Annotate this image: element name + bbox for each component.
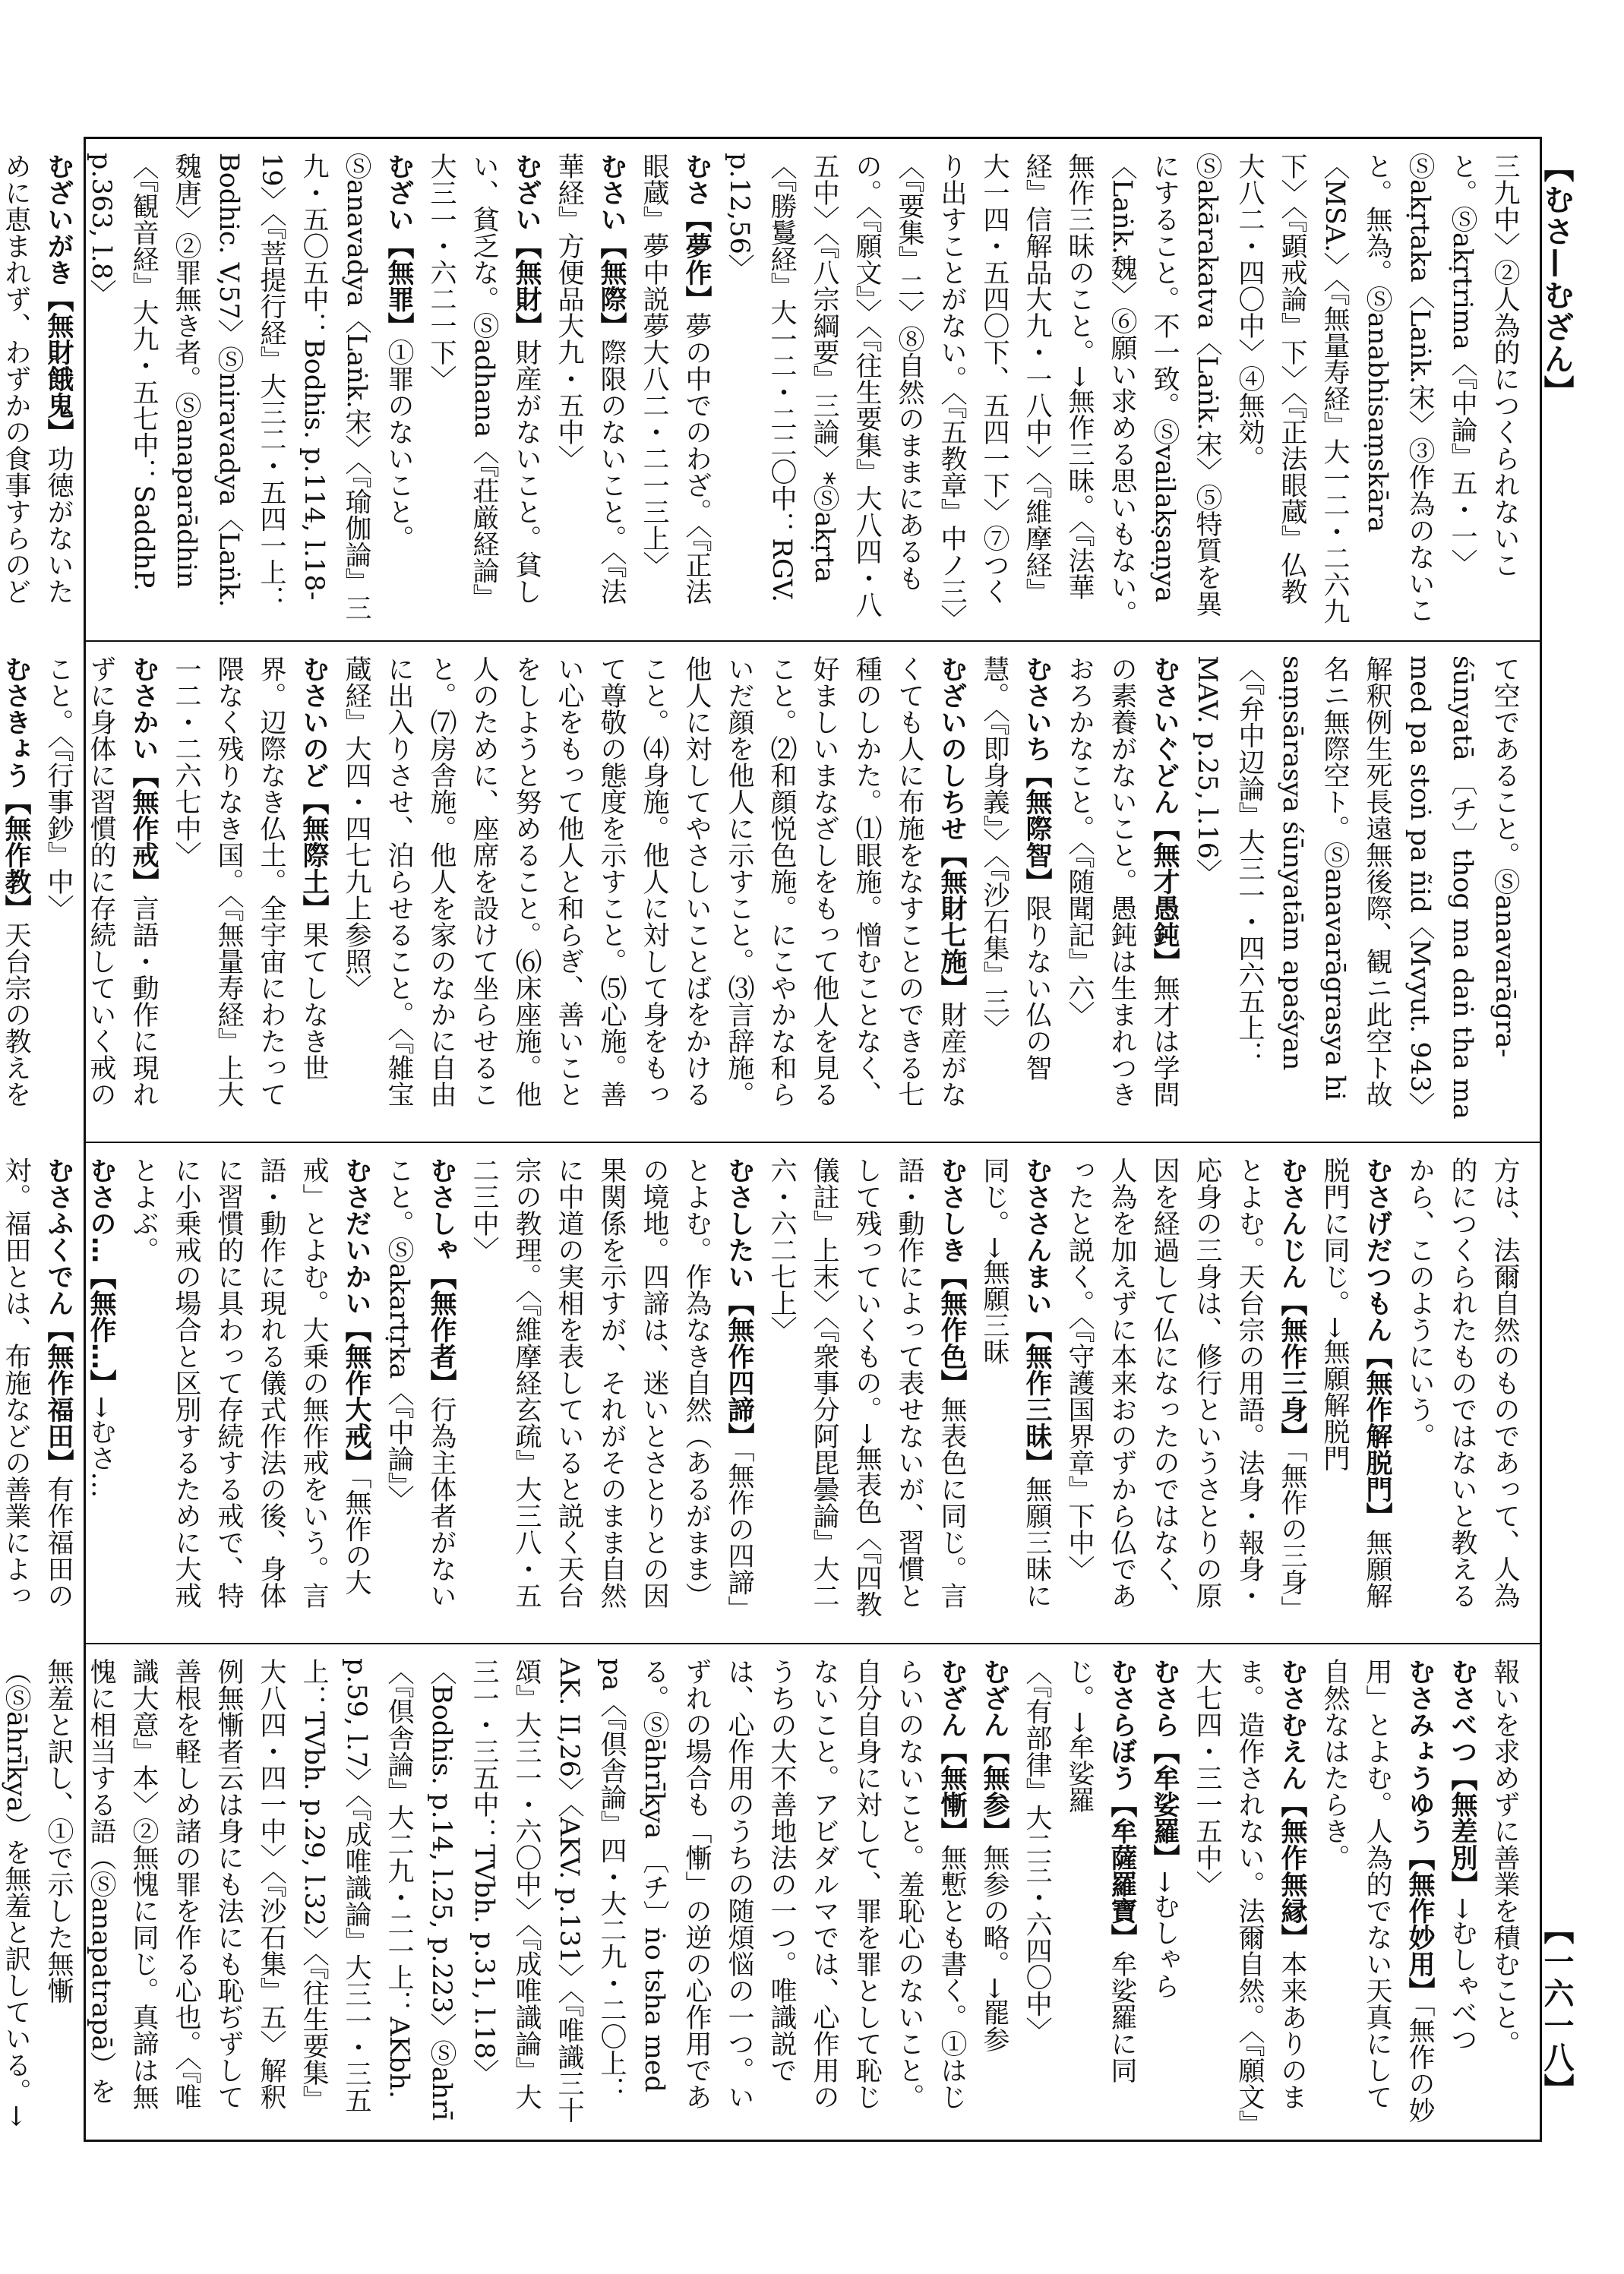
dictionary-entry: [37, 655, 165, 1128]
entry-definition: 三九中〉②人為的につくられないこと。Ⓢakṛtrima〈『中論』五・一〉Ⓢakṛtaka〈Laṅk.宋〉③作為のないこと。無為。Ⓢanabhisaṃskāra〈MSA.〉〈『無量寿経』大一二・二六九下〉〈『顕戒論』下〉〈『正法眼蔵』仏教大八二・四〇中〉④無効。Ⓢakārakatva〈Laṅk.宋〉⑤特質を異にすること。不一致。Ⓢvailakṣaṇya〈Laṅk.魏〉⑥願い求める思いもない。無作三昧のこと。→無作三昧。〈『法華経』信解品大九・一八中〉〈『維摩経』大一四・五四〇下、五四一下〉⑦つくり出すことがない。〈『五教章』中ノ三〉〈『要集』二〉⑧自然のままにあるもの。〈『願文』〉〈『往生要集』大八四・八五中〉〈『八宗綱要』三論〉*Ⓢakṛta〈『勝鬘経』大一二・二二〇中：RGV. p.12,56〉: [724, 153, 1520, 627]
entry-headword: むさい【無際】: [596, 153, 627, 339]
entry-definition: ①罪のないこと。Ⓢanavadya〈Laṅk.宋〉〈『瑜伽論』三九・五〇五中：Bodhis. p.114, l.18-19〉〈『菩提行経』大三二・五四一上：Bodhic. V,57〉Ⓢniravadya〈Laṅk.魏唐〉②罪無き者。Ⓢanaparādhin〈『観音経』大九・五七中：SaddhP. p.363, l.8〉: [86, 153, 414, 621]
tier-column: [1, 153, 1526, 627]
dictionary-entry: [1441, 1658, 1483, 2130]
dictionary-entry: [0, 1157, 80, 1629]
entry-headword: むさ【夢作】: [681, 153, 712, 312]
entry-definition: 本来ありのまま。造作されない。法爾自然。〈『願文』大七四・三一五中〉: [1192, 1658, 1307, 2124]
dictionary-entry: [0, 1658, 973, 2130]
entry-definition: 有作福田の対。福田とは、布施などの善業によっ: [1, 1157, 74, 1609]
entry-headword: むさの…【無作…】: [86, 1157, 116, 1396]
entry-definition: 「無作の三身」とよむ。天台宗の用語。法身・報身・応身の三身は、修行というさとりの原因を経過して仏になったのではなく、人為を加えずに本来おのずから仏であったと説く。〈『守護国界章』下中〉: [1064, 1157, 1307, 1622]
dictionary-entry: [718, 153, 1526, 627]
tier-column: [1, 655, 1526, 1128]
dictionary-entry: [335, 655, 973, 1128]
entry-headword: むさら【牟娑羅】: [1149, 1658, 1180, 1871]
entry-definition: 「無作の大戒」とよむ。大乗の無作戒をいう。言語・動作に現れる儀式作法の後、身体に習慣的に具わって存続する戒で、特に小乗戒の場合と区別するために大戒とよぶ。: [128, 1157, 371, 1609]
entry-definition: 無願三昧に同じ。→無願三昧: [979, 1157, 1052, 1609]
entry-headword: むざん【無慚】: [937, 1658, 967, 1844]
entry-headword: むさいぐどん【無才愚鈍】: [1149, 655, 1180, 974]
entry-headword: むさいち【無際智】: [1022, 655, 1052, 895]
entry-headword: むさげだつもん【無作解脱門】: [1362, 1157, 1392, 1529]
entry-headword: むさらぼう【牟薩羅寶】: [1107, 1658, 1137, 1950]
entry-definition: 「無作の妙用」とよむ。人為的でない天真にして自然なはたらき。: [1319, 1658, 1435, 2124]
entry-headword: むざい【無財】: [511, 153, 542, 339]
tier-4: [1, 1643, 1540, 2144]
entry-definition: 限りない仏の智慧。〈『即身義』〉〈『沙石集』三〉: [979, 655, 1052, 1081]
entry-definition: 言語・動作に現れずに身体に習慣的に存続していく戒のこと。〈『行事鈔』中〉: [43, 655, 159, 1107]
dictionary-entry: [1186, 1658, 1313, 2130]
dictionary-entry: [548, 153, 633, 627]
entry-headword: むざいがき【無財餓鬼】: [43, 153, 74, 445]
dictionary-entry: [973, 655, 1058, 1128]
entry-definition: 〈『有部律』大二三・六四〇中〉: [1022, 1658, 1052, 2044]
entry-headword: むさしゃ【無作者】: [426, 1157, 457, 1396]
entry-definition: 天台宗の教えを: [1, 921, 31, 1107]
tier-column: [1, 1157, 1526, 1629]
entry-definition: →むしゃら: [1149, 1871, 1180, 2000]
dictionary-entry: [1058, 1157, 1313, 1629]
entry-headword: むささんまい【無作三昧】: [1022, 1157, 1052, 1476]
entry-definition: て空であること。Ⓢanavarāgra-śūnyatā 〔チ〕thog ma daṅ tha ma med pa stoṅ pa ñid〈Mvyut. 943〉解釈例生死長遠無後際、観ニ此空ト故名ニ無際空ト。Ⓢanavarāgrasya hi saṃsārasya śūnyatām apaśyan〈『弁中辺論』大三一・四六五上：MAV. p.25, l.16〉: [1192, 655, 1520, 1120]
entry-headword: むさんじん【無作三身】: [1277, 1157, 1307, 1449]
entry-definition: 無才は学問の素養がないこと。愚鈍は生まれつきおろかなこと。〈『随聞記』六〉: [1064, 655, 1180, 1107]
tier-column: [1, 1658, 1526, 2130]
entry-definition: 牟娑羅に同じ。→牟娑羅: [1064, 1658, 1137, 2083]
dictionary-entry: [760, 1157, 973, 1629]
entry-definition: 無慙とも書く。①はじらいのないこと。羞恥心のないこと。自分自身に対して、罪を罪として恥じないこと。アビダルマでは、心作用のうちの大不善地法の一つ。唯識説では、心作用のうちの随煩悩の一つ。いずれの場合も「慚」の逆の心作用である。Ⓢāhrīkya 〔チ〕ṅo tsha med pa〈『倶舎論』四・大二九・二〇上：AK. II,26〉〈AKV. p.131〉〈『唯識三十頌』大三一・六〇中〉〈『成唯識論』大三一・三五中：TVbh. p.31, l.18〉〈Bodhis. p.14, l.25, p.223〉Ⓢahrī〈『倶舎論』大二九・二一上：AKbh. p.59, l.7〉〈『成唯識論』大三一・三五上：TVbh. p.29, l.32〉〈『往生要集』大八四・四一中〉〈『沙石集』五〉解釈例無慚者云は身にも法にも恥ぢずして善根を軽しめ諸の罪を作る心也。〈『唯識大意』本〉②無愧に同じ。真諦は無愧に相当する語（Ⓢanapatrapā）を無羞と訳し、①で示した無慚（Ⓢāhrīkya）を無羞と訳している。→: [1, 1658, 967, 2127]
entry-definition: 行為主体者がないこと。Ⓢakartṛka〈『中論』〉: [384, 1157, 457, 1609]
entry-headword: むざん【無参】: [979, 1658, 1009, 1844]
dictionary-entry: [973, 1658, 1016, 2130]
tier-1: [1, 139, 1540, 640]
dictionary-entry: [1483, 1658, 1526, 2130]
dictionary-entry: [420, 153, 548, 627]
entry-headword: むざいのしちせ【無財七施】: [937, 655, 967, 1001]
entry-headword: むさいのど【無際土】: [299, 655, 329, 921]
entry-headword: むさみょうゆう【無作妙用】: [1404, 1658, 1435, 2004]
entry-definition: 際限のないこと。〈『法華経』方便品大九・五中〉: [554, 153, 627, 605]
dictionary-entry: [463, 1157, 760, 1629]
entry-headword: むざい【無罪】: [384, 153, 414, 339]
page-number: 【一六一八】: [1539, 1914, 1574, 2105]
dictionary-entry: [122, 1157, 378, 1629]
entry-headword: むさむえん【無作無縁】: [1277, 1658, 1307, 1950]
entry-definition: 財産がないこと。貧しい、貧乏な。Ⓢadhana〈『荘厳経論』大三一・六二一下〉: [426, 153, 542, 611]
dictionary-entry: [0, 655, 37, 1128]
tier-2: [1, 640, 1540, 1142]
entry-definition: 方は、法爾自然のものであって、人為的につくられたものではないと教えるから、このようにいう。: [1404, 1157, 1520, 1609]
dictionary-entry: [80, 153, 420, 627]
entry-headword: むさしき【無作色】: [937, 1157, 967, 1396]
dictionary-entry: [1016, 1658, 1058, 2130]
dictionary-entry: [1058, 1658, 1143, 2130]
tier-3: [1, 1142, 1540, 1643]
dictionary-entry: [973, 1157, 1058, 1629]
entry-headword: むさかい【無作戒】: [128, 655, 159, 895]
entry-definition: 無表色に同じ。言語・動作によって表せないが、習慣として残っていくもの。→無表色〈『四教儀註』上末〉〈『衆事分阿毘曇論』大二六・六二七上〉: [766, 1157, 967, 1618]
running-head: 【むさ—むざん】: [1539, 152, 1574, 407]
dictionary-entry: [1313, 1658, 1441, 2130]
dictionary-entry: [1186, 655, 1526, 1128]
dictionary-entry: [1143, 1658, 1186, 2130]
entry-definition: 財産がなくても人に布施をなすことのできる七種のしかた。⑴眼施。憎むことなく、好ましいまなざしをもって他人を見ること。⑵和顔悦色施。にこやかな和らいだ顔を他人に示すこと。⑶言辞施。他人に対してやさしいことばをかけること。⑷身施。他人に対して身をもって尊敬の態度を示すこと。⑸心施。善い心をもって他人と和らぎ、善いことをしようと努めること。⑹床座施。他人のために、座席を設けて坐らせること。⑺房舎施。他人を家のなかに自由に出入りさせ、泊らせること。〈『雑宝蔵経』大四・四七九上参照〉: [341, 655, 967, 1107]
entry-definition: 「無作の四諦」とよむ。作為なき自然（あるがまま）の境地。四諦は、迷いとさとりとの因果関係を示すが、それがそのまま自然に中道の実相を表していると説く天台宗の教理。〈『維摩経玄疏』大三八・五二三中〉: [469, 1157, 754, 1622]
dictionary-entry: [378, 1157, 463, 1629]
dictionary-entry: [0, 153, 80, 627]
entry-definition: →むしゃべつ: [1447, 1897, 1477, 2053]
dictionary-entry: [1398, 1157, 1526, 1629]
entry-definition: 無願解脱門に同じ。→無願解脱門: [1319, 1157, 1392, 1609]
text-frame: [1, 137, 1542, 2142]
dictionary-entry: [165, 655, 335, 1128]
entry-headword: むさふくでん【無作福田】: [43, 1157, 74, 1476]
entry-definition: 果てしなき世界。辺際なき仏土。全宇宙にわたって隈なく残りなき国。〈『無量寿経』上大一二・二六七中〉: [171, 655, 329, 1107]
entry-definition: 無参の略。→罷参: [979, 1844, 1009, 2053]
entry-headword: むさべつ【無差別】: [1447, 1658, 1477, 1897]
entry-definition: 報いを求めずに善業を積むこと。: [1490, 1658, 1520, 2057]
entry-definition: →むさ…: [86, 1396, 116, 1499]
entry-headword: むさしたい【無作四諦】: [724, 1157, 754, 1449]
entry-headword: むさきょう【無作教】: [1, 655, 31, 921]
dictionary-entry: [633, 153, 718, 627]
dictionary-entry: [1058, 655, 1186, 1128]
dictionary-entry: [1313, 1157, 1398, 1629]
entry-headword: むさだいかい【無作大戒】: [341, 1157, 371, 1476]
entry-definition: 夢の中でのわざ。〈『正法眼蔵』夢中説夢大八二・二一三上〉: [639, 153, 712, 605]
dictionary-entry: [80, 1157, 122, 1629]
entry-definition: 功徳がないために恵まれず、わずかの食事すらのど: [1, 153, 74, 605]
